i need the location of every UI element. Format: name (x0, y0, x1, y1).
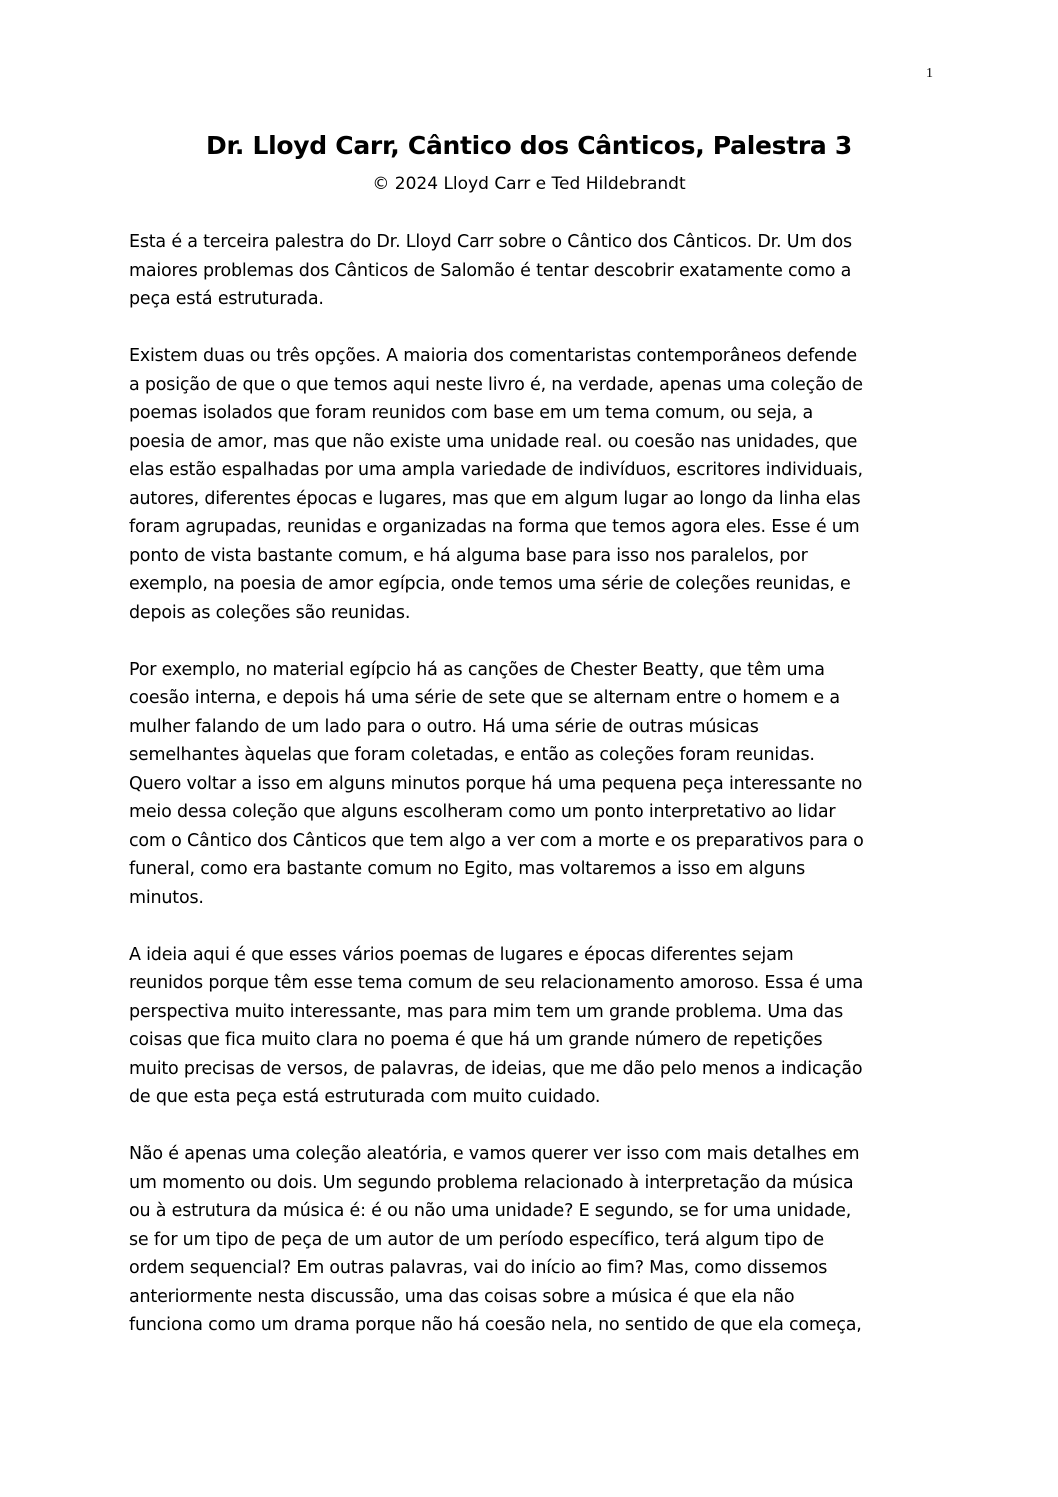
text-line: meio dessa coleção que alguns escolheram como um ponto interpretativo ao lidar (129, 802, 836, 822)
paragraph (129, 656, 939, 913)
text-line: funciona como um drama porque não há coesão nela, no sentido de que ela começa, (129, 1315, 862, 1335)
text-line: elas estão espalhadas por uma ampla variedade de indivíduos, escritores individuais, (129, 460, 863, 480)
text-line: de que esta peça está estruturada com muito cuidado. (129, 1087, 601, 1107)
document-title: Dr. Lloyd Carr, Cântico dos Cânticos, Palestra 3 (206, 131, 852, 160)
paragraph (129, 228, 939, 314)
paragraph (129, 1140, 939, 1340)
text-line: Existem duas ou três opções. A maioria dos comentaristas contemporâneos defende (129, 346, 857, 366)
text-line: exemplo, na poesia de amor egípcia, onde temos uma série de coleções reunidas, e (129, 574, 851, 594)
text-line: se for um tipo de peça de um autor de um período específico, terá algum tipo de (129, 1229, 824, 1250)
text-line: Quero voltar a isso em alguns minutos porque há uma pequena peça interessante no (129, 773, 863, 794)
document-copyright: © 2024 Lloyd Carr e Ted Hildebrandt (372, 174, 686, 194)
text-line: minutos. (129, 887, 204, 908)
text-line: coisas que fica muito clara no poema é que há um grande número de repetições (129, 1030, 823, 1050)
text-line: reunidos porque têm esse tema comum de seu relacionamento amoroso. Essa é uma (129, 973, 864, 993)
text-line: semelhantes àquelas que foram coletadas, e então as coleções foram reunidas. (129, 745, 815, 765)
text-line: um momento ou dois. Um segundo problema relacionado à interpretação da música (129, 1172, 854, 1193)
text-line: poemas isolados que foram reunidos com base em um tema comum, ou seja, a (129, 403, 814, 423)
text-line: perspectiva muito interessante, mas para mim tem um grande problema. Uma das (129, 1001, 844, 1022)
body-text (129, 228, 939, 1368)
text-line: foram agrupadas, reunidas e organizadas na forma que temos agora eles. Esse é um (129, 517, 860, 537)
text-line: ordem sequencial? Em outras palavras, vai do início ao fim? Mas, como dissemos (129, 1258, 828, 1278)
text-line: depois as coleções são reunidas. (129, 602, 411, 623)
text-line: ponto de vista bastante comum, e há alguma base para isso nos paralelos, por (129, 545, 808, 566)
text-line: A ideia aqui é que esses vários poemas de lugares e épocas diferentes sejam (129, 944, 794, 965)
text-line: muito precisas de versos, de palavras, de ideias, que me dão pelo menos a indicação (129, 1058, 863, 1079)
text-line: autores, diferentes épocas e lugares, mas que em algum lugar ao longo da linha elas (129, 488, 861, 509)
paragraph (129, 342, 939, 627)
text-line: Não é apenas uma coleção aleatória, e vamos querer ver isso com mais detalhes em (129, 1144, 860, 1164)
text-line: anteriormente nesta discussão, uma das coisas sobre a música é que ela não (129, 1286, 795, 1307)
text-line: peça está estruturada. (129, 289, 324, 309)
text-line: funeral, como era bastante comum no Egito, mas voltaremos a isso em alguns (129, 859, 806, 879)
text-line: poesia de amor, mas que não existe uma unidade real. ou coesão nas unidades, que (129, 431, 858, 452)
page-number: 1 (926, 66, 933, 81)
text-line: coesão interna, e depois há uma série de sete que se alternam entre o homem e a (129, 688, 840, 708)
text-line: mulher falando de um lado para o outro. Há uma série de outras músicas (129, 716, 759, 737)
text-line: maiores problemas dos Cânticos de Salomão é tentar descobrir exatamente como a (129, 260, 852, 281)
text-line: a posição de que o que temos aqui neste livro é, na verdade, apenas uma coleção de (129, 374, 863, 395)
text-line: Esta é a terceira palestra do Dr. Lloyd Carr sobre o Cântico dos Cânticos. Dr. Um dos (129, 232, 852, 252)
text-line: com o Cântico dos Cânticos que tem algo a ver com a morte e os preparativos para o (129, 830, 864, 851)
text-line: ou à estrutura da música é: é ou não uma unidade? E segundo, se for uma unidade, (129, 1201, 852, 1221)
text-line: Por exemplo, no material egípcio há as canções de Chester Beatty, que têm uma (129, 659, 825, 680)
paragraph (129, 941, 939, 1112)
